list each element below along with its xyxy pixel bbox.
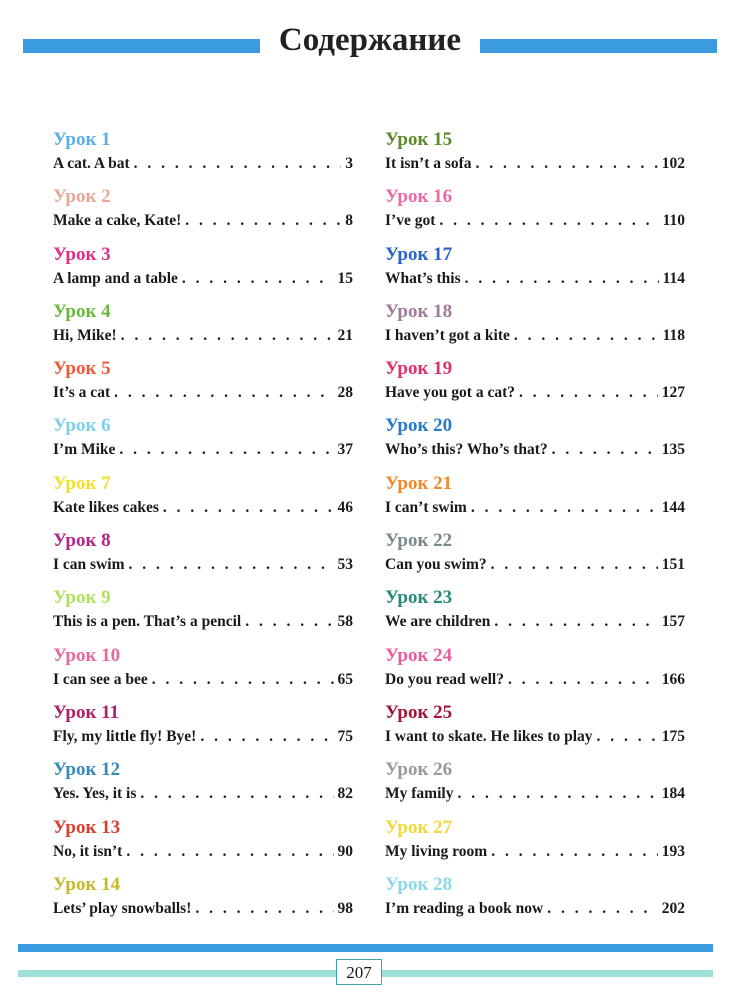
lesson-number: Урок 23 — [385, 587, 453, 609]
lesson-page-number: 135 — [661, 441, 685, 459]
toc-line — [385, 153, 685, 175]
dot-leader — [163, 497, 334, 519]
toc-line — [385, 669, 685, 691]
dot-leader — [128, 554, 333, 576]
lesson-title: My family — [385, 785, 454, 803]
lesson-number: Урок 4 — [53, 300, 111, 322]
dot-leader — [195, 898, 333, 920]
lesson-number: Урок 20 — [385, 415, 453, 437]
toc-line — [53, 382, 353, 404]
lesson-page-number: 8 — [345, 212, 353, 230]
toc-entry — [385, 184, 685, 241]
lesson-page-number: 184 — [661, 785, 685, 803]
lesson-number: Урок 17 — [385, 243, 453, 265]
toc-line — [53, 898, 353, 920]
lesson-number: Урок 16 — [385, 186, 453, 208]
toc-line — [53, 497, 353, 519]
lesson-page-number: 37 — [337, 441, 353, 459]
dot-leader — [491, 554, 658, 576]
lesson-page-number: 151 — [661, 556, 685, 574]
toc-entry — [53, 413, 353, 470]
toc-entry — [385, 757, 685, 814]
lesson-page-number: 127 — [661, 384, 685, 402]
lesson-page-number: 46 — [337, 498, 353, 516]
dot-leader — [597, 726, 658, 748]
lesson-number: Урок 18 — [385, 300, 453, 322]
toc-line — [53, 554, 353, 576]
lesson-number: Урок 3 — [53, 243, 111, 265]
toc-entry — [385, 242, 685, 299]
toc-line — [385, 898, 685, 920]
dot-leader — [547, 898, 658, 920]
toc-entry — [53, 700, 353, 757]
lesson-title: Do you read well? — [385, 670, 504, 688]
toc-line — [385, 726, 685, 748]
toc-entry — [385, 585, 685, 642]
lesson-number: Урок 19 — [385, 358, 453, 380]
dot-leader — [119, 439, 333, 461]
lesson-page-number: 144 — [661, 498, 685, 516]
lesson-number: Урок 2 — [53, 186, 111, 208]
lesson-title: My living room — [385, 842, 488, 860]
lesson-number: Урок 15 — [385, 129, 453, 150]
toc-entry — [53, 299, 353, 356]
dot-leader — [152, 669, 334, 691]
lesson-title: We are children — [385, 613, 491, 631]
toc-entry — [385, 643, 685, 700]
lesson-title: I haven’t got a kite — [385, 326, 510, 344]
page-header — [0, 20, 737, 70]
lesson-title: I’m Mike — [53, 441, 116, 459]
toc-entry — [53, 356, 353, 413]
lesson-title: Can you swim? — [385, 556, 487, 574]
lesson-page-number: 15 — [337, 269, 353, 287]
toc-line — [53, 153, 353, 175]
lesson-number: Урок 5 — [53, 358, 111, 380]
lesson-page-number: 28 — [337, 384, 353, 402]
lesson-number: Урок 12 — [53, 759, 121, 781]
dot-leader — [471, 497, 658, 519]
dot-leader — [491, 841, 658, 863]
toc-line — [385, 611, 685, 633]
toc-line — [385, 325, 685, 347]
lesson-number: Урок 14 — [53, 873, 121, 895]
lesson-page-number: 118 — [662, 326, 685, 344]
dot-leader — [182, 268, 334, 290]
dot-leader — [114, 382, 333, 404]
lesson-title: A lamp and a table — [53, 269, 178, 287]
toc-entry — [53, 815, 353, 872]
dot-leader — [552, 439, 658, 461]
lesson-title: Hi, Mike! — [53, 326, 117, 344]
dot-leader — [465, 268, 659, 290]
lesson-page-number: 53 — [337, 556, 353, 574]
lesson-page-number: 102 — [661, 155, 685, 172]
toc-right-column — [385, 127, 685, 929]
toc-line — [385, 210, 685, 232]
lesson-page-number: 75 — [337, 727, 353, 745]
dot-leader — [439, 210, 658, 232]
lesson-title: Fly, my little fly! Bye! — [53, 727, 197, 745]
toc-line — [53, 669, 353, 691]
toc-line — [385, 554, 685, 576]
toc-entry — [53, 127, 353, 184]
lesson-page-number: 65 — [337, 670, 353, 688]
lesson-number: Урок 1 — [53, 129, 111, 150]
toc-entry — [385, 528, 685, 585]
dot-leader — [245, 611, 333, 633]
lesson-title: No, it isn’t — [53, 842, 123, 860]
dot-leader — [519, 382, 658, 404]
toc-entry — [385, 299, 685, 356]
dot-leader — [126, 841, 333, 863]
toc-entry — [385, 471, 685, 528]
lesson-title: Lets’ play snowballs! — [53, 899, 192, 917]
toc-line — [385, 268, 685, 290]
toc-entry — [53, 585, 353, 642]
dot-leader — [508, 669, 658, 691]
lesson-title: This is a pen. That’s a pencil — [53, 613, 242, 631]
dot-leader — [134, 153, 342, 175]
lesson-number: Урок 13 — [53, 816, 121, 838]
lesson-number: Урок 28 — [385, 873, 453, 895]
lesson-title: Who’s this? Who’s that? — [385, 441, 548, 459]
lesson-title: What’s this — [385, 269, 461, 287]
lesson-page-number: 175 — [661, 727, 685, 745]
toc-line — [53, 611, 353, 633]
toc-line — [53, 841, 353, 863]
lesson-page-number: 21 — [337, 326, 353, 344]
toc-entry — [53, 757, 353, 814]
lesson-number: Урок 8 — [53, 530, 111, 552]
toc-line — [385, 841, 685, 863]
page-number: 207 — [336, 959, 382, 985]
lesson-number: Урок 26 — [385, 759, 453, 781]
lesson-title: Kate likes cakes — [53, 498, 159, 516]
toc-entry — [53, 872, 353, 929]
lesson-number: Урок 9 — [53, 587, 111, 609]
toc-entry — [385, 700, 685, 757]
toc-line — [385, 382, 685, 404]
lesson-page-number: 193 — [661, 842, 685, 860]
lesson-number: Урок 22 — [385, 530, 453, 552]
dot-leader — [457, 783, 657, 805]
lesson-title: Make a cake, Kate! — [53, 212, 182, 230]
toc-entry — [53, 242, 353, 299]
lesson-title: Yes. Yes, it is — [53, 785, 137, 803]
toc-entry — [385, 872, 685, 929]
toc-entry — [53, 528, 353, 585]
toc-entry — [385, 815, 685, 872]
lesson-number: Урок 25 — [385, 701, 453, 723]
lesson-title: It isn’t a sofa — [385, 155, 472, 172]
toc-line — [53, 268, 353, 290]
dot-leader — [121, 325, 334, 347]
toc-line — [385, 497, 685, 519]
lesson-number: Урок 24 — [385, 644, 453, 666]
toc-line — [53, 726, 353, 748]
dot-leader — [494, 611, 657, 633]
lesson-title: I can see a bee — [53, 670, 148, 688]
toc-entry — [53, 471, 353, 528]
toc-line — [53, 439, 353, 461]
lesson-page-number: 166 — [661, 670, 685, 688]
lesson-title: A cat. A bat — [53, 155, 130, 172]
toc-line — [385, 783, 685, 805]
dot-leader — [514, 325, 659, 347]
lesson-title: I can swim — [53, 556, 125, 574]
toc-line — [53, 325, 353, 347]
lesson-page-number: 90 — [337, 842, 353, 860]
lesson-page-number: 110 — [662, 212, 685, 230]
lesson-title: Have you got a cat? — [385, 384, 516, 402]
lesson-number: Урок 7 — [53, 472, 111, 494]
lesson-page-number: 202 — [661, 899, 685, 917]
lesson-number: Урок 11 — [53, 701, 120, 723]
toc-line — [385, 439, 685, 461]
toc-entry — [385, 356, 685, 413]
lesson-title: I’ve got — [385, 212, 436, 230]
lesson-number: Урок 21 — [385, 472, 453, 494]
toc-line — [53, 783, 353, 805]
dot-leader — [476, 153, 658, 175]
lesson-title: I can’t swim — [385, 498, 467, 516]
toc-entry — [385, 127, 685, 184]
dot-leader — [185, 210, 341, 232]
lesson-number: Урок 6 — [53, 415, 111, 437]
dot-leader — [200, 726, 333, 748]
footer-bar-top — [18, 944, 713, 952]
lesson-page-number: 3 — [345, 155, 353, 172]
dot-leader — [140, 783, 333, 805]
lesson-number: Урок 10 — [53, 644, 121, 666]
toc-line — [53, 210, 353, 232]
toc-entry — [53, 643, 353, 700]
header-bar-left — [23, 39, 260, 53]
lesson-page-number: 157 — [661, 613, 685, 631]
toc-left-column — [53, 127, 353, 929]
lesson-title: I want to skate. He likes to play — [385, 727, 593, 745]
lesson-title: It’s a cat — [53, 384, 111, 402]
lesson-page-number: 114 — [662, 269, 685, 287]
toc-entry — [53, 184, 353, 241]
header-bar-right — [480, 39, 717, 53]
toc-entry — [385, 413, 685, 470]
lesson-page-number: 98 — [337, 899, 353, 917]
page-title: Содержание — [278, 22, 462, 58]
lesson-page-number: 82 — [337, 785, 353, 803]
lesson-title: I’m reading a book now — [385, 899, 544, 917]
lesson-number: Урок 27 — [385, 816, 453, 838]
lesson-page-number: 58 — [337, 613, 353, 631]
